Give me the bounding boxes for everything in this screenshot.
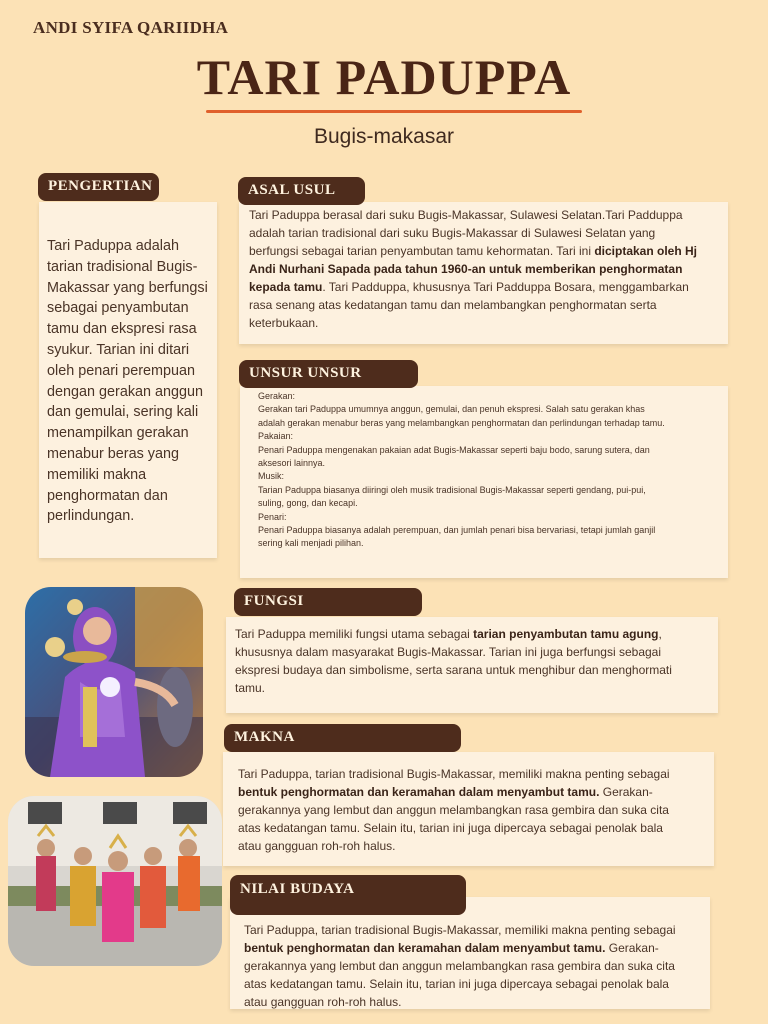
- fungsi-card: [226, 617, 718, 713]
- asal-usul-text: Tari Paduppa berasal dari suku Bugis-Makassar, Sulawesi Selatan.Tari Padduppa adalah tarian tradisional dari suku Bugis-Makassar di Sulawesi Selatan yang berfungsi sebagai tarian penyambutan tamu kehormatan. Tari ini diciptakan oleh Hj Andi Nurhani Sapada pada tahun 1960-an untuk memberikan penghormatan kepada tamu. Tari Padduppa, khususnya Tari Padduppa Bosara, menggambarkan rasa senang atas kedatangan tamu dan melambangkan penghormatan serta keterbukaan.: [249, 208, 698, 330]
- makna-tab: MAKNA: [224, 724, 461, 752]
- pengertian-tab: PENGERTIAN: [38, 173, 159, 201]
- unsur-item-title: Musik:: [258, 471, 285, 482]
- asal-usul-card: [239, 202, 728, 344]
- page-subtitle: Bugis-makasar: [313, 125, 455, 148]
- author-name: ANDI SYIFA QARIIDHA: [33, 18, 229, 37]
- pengertian-text: Tari Paduppa adalah tarian tradisional Bugis-Makassar yang berfungsi sebagai penyambutan tamu dan ekspresi rasa syukur. Tarian ini ditari oleh penari perempuan dengan gerakan anggun dan gemulai, sering kali menampilkan gerakan menabur beras yang memiliki makna penghormatan dan perlindungan.: [47, 238, 208, 525]
- dancer-photo-2-image: [8, 796, 222, 966]
- nilai-budaya-tab: NILAI BUDAYA: [230, 875, 466, 915]
- page-title: TARI PADUPPA: [196, 49, 572, 105]
- unsur-unsur-card: [240, 386, 728, 578]
- title-underline: [206, 110, 582, 113]
- makna-card: [223, 752, 714, 866]
- pengertian-card: [39, 202, 217, 558]
- unsur-unsur-list: [240, 386, 728, 551]
- unsur-item-title: Pakaian:: [258, 431, 294, 442]
- unsur-item-text: Tarian Paduppa biasanya diiringi oleh musik tradisional Bugis-Makassar seperti gendang, pui-pui, suling, gong, dan kecapi.: [258, 484, 646, 509]
- dancer-photo-2: [8, 796, 222, 966]
- unsur-item-text: Gerakan tari Paduppa umumnya anggun, gemulai, dan penuh ekspresi. Salah satu gerakan khas adalah gerakan menabur beras yang melambangkan penghormatan dan perlindungan terhadap tamu.: [258, 404, 665, 428]
- unsur-item-title: Gerakan:: [258, 391, 296, 401]
- nilai-budaya-text: Tari Paduppa, tarian tradisional Bugis-Makassar, memiliki makna penting sebagai bentuk penghormatan dan keramahan dalam menyambut tamu. Gerakan-gerakannya yang lembut dan anggun melambangkan rasa gembira dan suka cita atas kedatangan tamu. Selain itu, tarian ini juga dipercaya sebagai penolak bala atau gangguan roh-roh halus.: [244, 923, 676, 1009]
- asal-usul-tab: ASAL USUL: [238, 177, 365, 205]
- unsur-item-text: Penari Paduppa mengenakan pakaian adat Bugis-Makassar seperti baju bodo, sarung sutera, dan aksesori lainnya.: [258, 444, 650, 469]
- makna-text: Tari Paduppa, tarian tradisional Bugis-Makassar, memiliki makna penting sebagai bentuk penghormatan dan keramahan dalam menyambut tamu. Gerakan-gerakannya yang lembut dan anggun melambangkan rasa gembira dan suka cita atas kedatangan tamu. Selain itu, tarian ini juga dipercaya sebagai penolak bala atau gangguan roh-roh halus.: [238, 767, 670, 853]
- unsur-item-text: Penari Paduppa biasanya adalah perempuan, dan jumlah penari bisa bervariasi, tetapi jumlah ganjil sering kali menjadi pilihan.: [258, 525, 656, 549]
- fungsi-tab: FUNGSI: [234, 588, 422, 616]
- fungsi-text: Tari Paduppa memiliki fungsi utama sebagai tarian penyambutan tamu agung, khususnya dalam masyarakat Bugis-Makassar. Tarian ini juga berfungsi sebagai ekspresi budaya dan simbolisme, serta sarana untuk menghibur dan menghormati tamu.: [235, 627, 672, 695]
- unsur-item-title: Penari:: [258, 511, 287, 522]
- dancer-photo-1-image: [25, 587, 203, 777]
- dancer-photo-1: [25, 587, 203, 777]
- unsur-unsur-tab: UNSUR UNSUR: [239, 360, 418, 388]
